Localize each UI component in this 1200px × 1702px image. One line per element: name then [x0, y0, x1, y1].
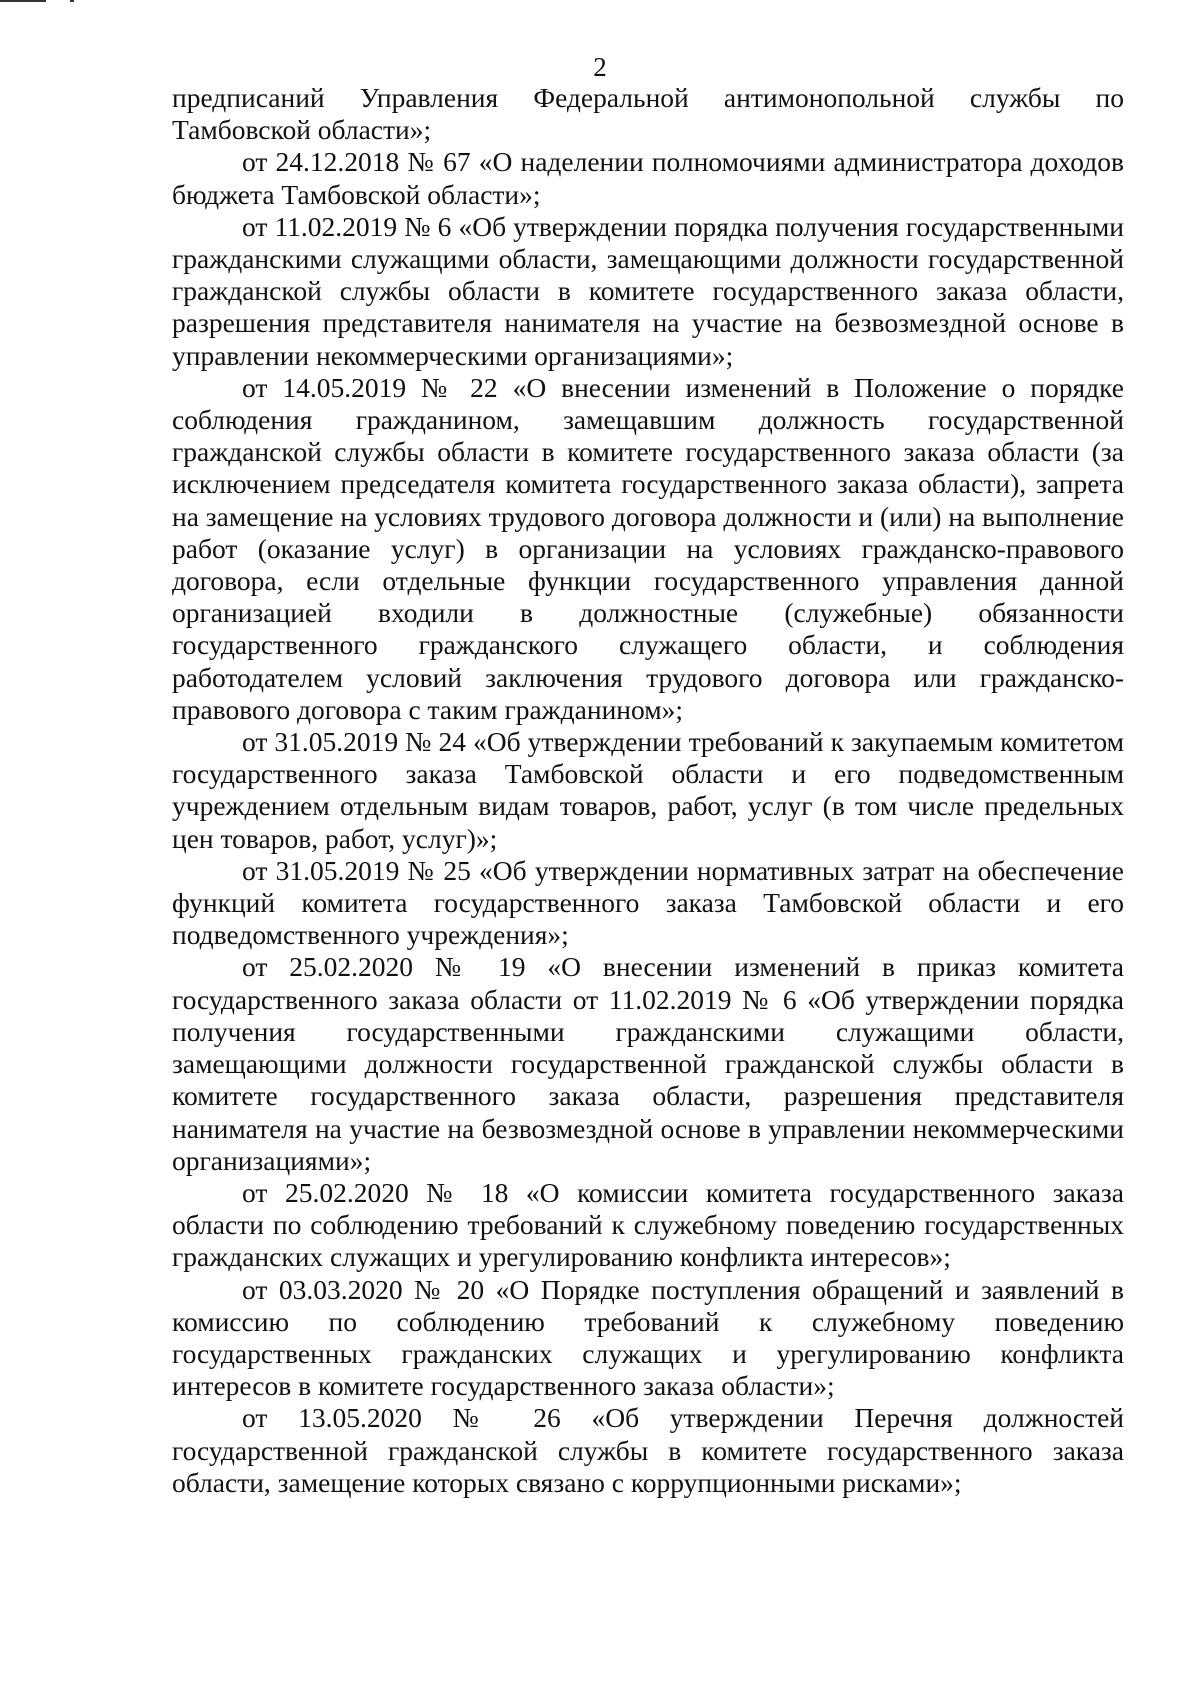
paragraph-order-2020-18: от 25.02.2020 № 18 «О комиссии комитета государственного заказа области по соблюдению требований к служебному поведению государственных гражданских служащих и урегулированию конфликта интересов»;	[172, 1176, 1124, 1273]
scan-edge-mark	[0, 0, 46, 2]
paragraph-order-2020-20: от 03.03.2020 № 20 «О Порядке поступления обращений и заявлений в комиссию по соблюдению требований к служебному поведению государственных гражданских служащих и урегулированию конфликта интересов в комитете государственного заказа области»;	[172, 1273, 1124, 1402]
page-number: 2	[593, 52, 607, 82]
paragraph-order-2020-19: от 25.02.2020 № 19 «О внесении изменений в приказ комитета государственного заказа области от 11.02.2019 № 6 «Об утверждении порядка получения государственными гражданскими служащими области, замещающими должности государственной гражданской службы области в комитете государственного заказа области, разрешения представителя нанимателя на участие на безвозмездной основе в управлении некоммерческими организациями»;	[172, 951, 1124, 1176]
paragraph-continuation: предписаний Управления Федеральной антимонопольной службы по Тамбовской области»;	[172, 82, 1124, 146]
document-body	[172, 82, 1124, 1499]
paragraph-order-2018-67: от 24.12.2018 № 67 «О наделении полномочиями администратора доходов бюджета Тамбовской области»;	[172, 146, 1124, 210]
paragraph-order-2019-6: от 11.02.2019 № 6 «Об утверждении порядка получения государственными гражданскими служащими области, замещающими должности государственной гражданской службы области в комитете государственного заказа области, разрешения представителя нанимателя на участие на безвозмездной основе в управлении некоммерческими организациями»;	[172, 210, 1124, 371]
paragraph-order-2019-25: от 31.05.2019 № 25 «Об утверждении нормативных затрат на обеспечение функций комитета государственного заказа Тамбовской области и его подведомственного учреждения»;	[172, 854, 1124, 951]
paragraph-order-2019-24: от 31.05.2019 № 24 «Об утверждении требований к закупаемым комитетом государственного заказа Тамбовской области и его подведомственным учреждением отдельным видам товаров, работ, услуг (в том числе предельных цен товаров, работ, услуг)»;	[172, 726, 1124, 854]
scan-edge-dot	[70, 0, 74, 2]
paragraph-order-2019-22: от 14.05.2019 № 22 «О внесении изменений в Положение о порядке соблюдения гражданином, замещавшим должность государственной гражданской службы области в комитете государственного заказа области (за исключением председателя комитета государственного заказа области), запрета на замещение на условиях трудового договора должности и (или) на выполнение работ (оказание услуг) в организации на условиях гражданско-правового договора, если отдельные функции государственного управления данной организацией входили в должностные (служебные) обязанности государственного гражданского служащего области, и соблюдения работодателем условий заключения трудового договора или гражданско-правового договора с таким гражданином»;	[172, 371, 1124, 725]
paragraph-order-2020-26: от 13.05.2020 № 26 «Об утверждении Перечня должностей государственной гражданской службы в комитете государственного заказа области, замещение которых связано с коррупционными рисками»;	[172, 1402, 1124, 1498]
